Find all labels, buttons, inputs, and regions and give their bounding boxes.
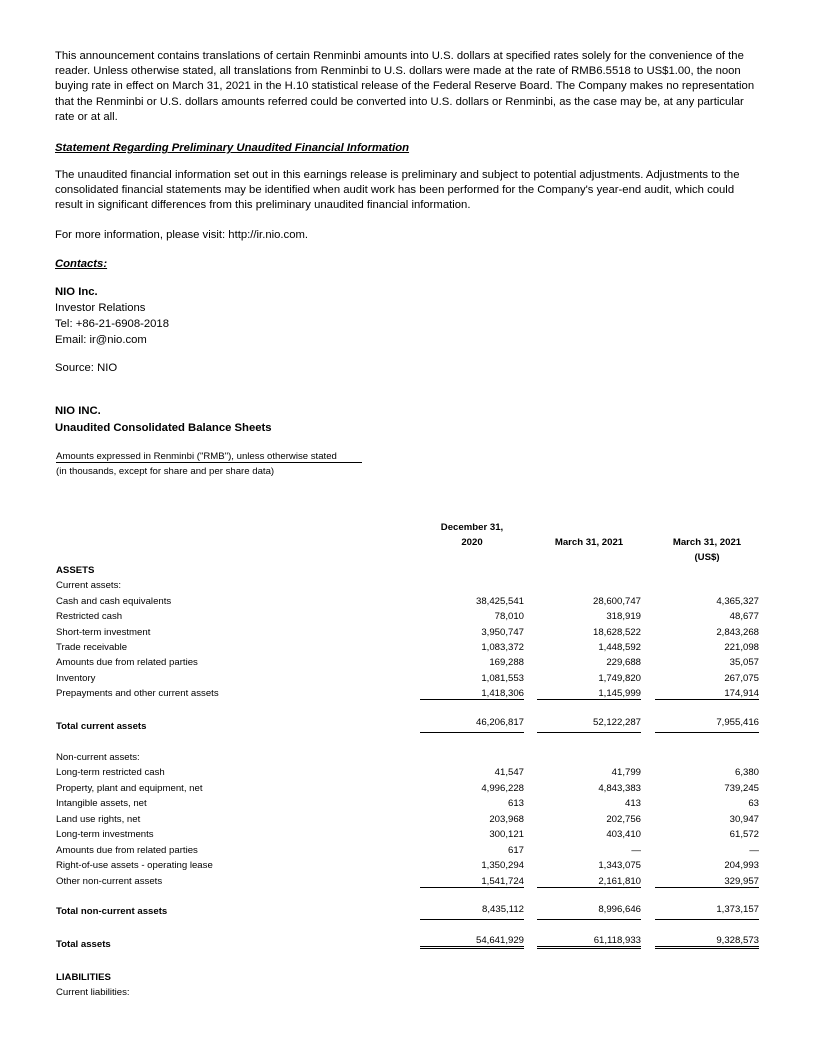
current-asset-row-dec2020: 1,083,372 [481, 641, 524, 653]
noncurrent-assets-heading: Non-current assets: [56, 752, 140, 763]
col-header-mar-2021-usd [655, 535, 759, 565]
contact-email: Email: ir@nio.com [55, 334, 147, 346]
statement-company: NIO INC. [55, 405, 101, 417]
more-info-text: For more information, please visit: http://ir.nio.com. [55, 229, 309, 241]
current-assets-heading: Current assets: [56, 580, 122, 591]
noncurrent-asset-row-mar2021: 4,843,383 [598, 782, 641, 794]
noncurrent-asset-row-label: Long-term restricted cash [56, 767, 165, 778]
total-current-assets-rule-1 [420, 732, 524, 733]
current-asset-row-usd: 2,843,268 [716, 626, 759, 638]
current-asset-row-dec2020: 1,418,306 [420, 688, 524, 700]
current-liabilities-heading: Current liabilities: [56, 987, 130, 998]
noncurrent-asset-row-label: Land use rights, net [56, 813, 141, 825]
col-header-mar-2021-usd-line1: March 31, 2021 [672, 537, 742, 548]
current-asset-row-usd: 48,677 [729, 611, 759, 623]
preliminary-heading-text: Statement Regarding Preliminary Unaudited Financial Information [55, 142, 410, 154]
contacts-heading [55, 257, 107, 272]
noncurrent-asset-row-usd: 6,380 [734, 767, 759, 778]
current-asset-row-mar2021: 1,749,820 [598, 672, 641, 684]
col-header-dec-2020-line2: 2020 [461, 537, 483, 548]
total-noncurrent-assets-rule-1 [420, 919, 524, 920]
assets-heading: ASSETS [56, 565, 95, 576]
current-asset-row-label: Amounts due from related parties [56, 657, 198, 669]
total-current-assets-mar2021: 52,122,287 [592, 717, 641, 728]
current-asset-row-mar2021: 1,448,592 [598, 641, 641, 653]
contact-company: NIO Inc. [55, 286, 98, 298]
noncurrent-asset-row-label: Right-of-use assets - operating lease [56, 860, 213, 871]
current-asset-row-usd: 221,098 [724, 641, 759, 653]
total-current-assets-rule-3 [655, 732, 759, 733]
col-header-dec-2020 [420, 520, 524, 550]
current-asset-row-usd: 4,365,327 [716, 596, 759, 607]
noncurrent-asset-row-dec2020: 41,547 [494, 767, 524, 778]
current-asset-row-label: Prepayments and other current assets [56, 687, 219, 699]
total-current-assets-label: Total current assets [56, 721, 147, 732]
current-asset-row-label: Trade receivable [56, 641, 128, 653]
noncurrent-asset-row-dec2020: 613 [507, 798, 524, 809]
noncurrent-asset-row-dec2020: 4,996,228 [481, 782, 524, 794]
noncurrent-asset-row-mar2021: 403,410 [606, 829, 641, 840]
noncurrent-asset-row-dec2020: 617 [507, 844, 524, 856]
current-asset-row-mar2021: 229,688 [606, 657, 641, 669]
current-asset-row-mar2021: 318,919 [606, 611, 641, 623]
contacts-heading-text: Contacts: [55, 258, 108, 270]
statement-note-units: (in thousands, except for share and per share data) [56, 466, 275, 477]
current-asset-row-mar2021: 28,600,747 [592, 596, 641, 607]
statement-title: Unaudited Consolidated Balance Sheets [55, 422, 272, 434]
noncurrent-asset-row-mar2021: — [631, 844, 641, 856]
total-noncurrent-assets-dec2020: 8,435,112 [482, 904, 524, 915]
total-noncurrent-assets-mar2021: 8,996,646 [598, 904, 641, 915]
total-assets-usd: 9,328,573 [655, 935, 759, 949]
total-assets-mar2021: 61,118,933 [537, 935, 641, 949]
current-asset-row-label: Restricted cash [56, 611, 123, 623]
total-current-assets-usd: 7,955,416 [716, 717, 759, 728]
total-assets-label: Total assets [56, 939, 111, 950]
noncurrent-asset-row-usd: 63 [748, 798, 759, 809]
current-asset-row-dec2020: 1,081,553 [481, 672, 524, 684]
noncurrent-asset-row-mar2021: 1,343,075 [598, 860, 641, 871]
current-asset-row-dec2020: 3,950,747 [481, 626, 524, 638]
noncurrent-asset-row-dec2020: 1,541,724 [420, 876, 524, 888]
total-noncurrent-assets-rule-3 [655, 919, 759, 920]
noncurrent-asset-row-dec2020: 300,121 [489, 829, 524, 840]
current-asset-row-mar2021: 1,145,999 [537, 688, 641, 700]
noncurrent-asset-row-label: Other non-current assets [56, 875, 163, 887]
noncurrent-asset-row-usd: 61,572 [729, 829, 759, 840]
noncurrent-asset-row-label: Long-term investments [56, 829, 154, 840]
col-header-mar-2021: March 31, 2021 [554, 537, 624, 548]
total-noncurrent-assets-rule-2 [537, 919, 641, 920]
noncurrent-asset-row-usd: — [749, 844, 759, 856]
noncurrent-asset-row-mar2021: 413 [624, 798, 641, 809]
current-asset-row-label: Inventory [56, 672, 96, 684]
noncurrent-asset-row-mar2021: 202,756 [606, 813, 641, 825]
current-asset-row-label: Cash and cash equivalents [56, 596, 172, 607]
contact-tel: Tel: +86-21-6908-2018 [55, 318, 169, 330]
current-asset-row-usd: 267,075 [724, 672, 759, 684]
total-noncurrent-assets-label: Total non-current assets [56, 906, 168, 917]
current-asset-row-mar2021: 18,628,522 [592, 626, 641, 638]
col-header-dec-2020-line1: December 31, [440, 522, 504, 533]
total-assets-dec2020: 54,641,929 [420, 935, 524, 949]
noncurrent-asset-row-label: Amounts due from related parties [56, 844, 198, 856]
noncurrent-asset-row-dec2020: 203,968 [489, 813, 524, 825]
current-asset-row-label: Short-term investment [56, 626, 151, 638]
preliminary-paragraph: The unaudited financial information set out in this earnings release is preliminary and subject to potential adjustments. Adjustments to the consolidated financial statements may be identified when audit work has been performed for the Company's year-end audit, which could result in significant differences from this preliminary unaudited financial information. [55, 169, 740, 212]
total-current-assets-dec2020: 46,206,817 [475, 717, 524, 728]
noncurrent-asset-row-usd: 739,245 [724, 782, 759, 794]
liabilities-heading: LIABILITIES [56, 972, 111, 983]
col-header-mar-2021-usd-line2: (US$) [694, 552, 720, 563]
total-current-assets-rule-2 [537, 732, 641, 733]
total-noncurrent-assets-usd: 1,373,157 [716, 904, 759, 915]
current-asset-row-dec2020: 38,425,541 [475, 596, 524, 607]
source-text: Source: NIO [55, 362, 118, 374]
current-asset-row-usd: 35,057 [729, 657, 759, 669]
noncurrent-asset-row-usd: 204,993 [724, 860, 759, 871]
current-asset-row-usd: 174,914 [655, 688, 759, 700]
noncurrent-asset-row-usd: 329,957 [655, 876, 759, 888]
noncurrent-asset-row-mar2021: 2,161,810 [537, 876, 641, 888]
noncurrent-asset-row-dec2020: 1,350,294 [481, 860, 524, 871]
translation-paragraph: This announcement contains translations of certain Renminbi amounts into U.S. dollars at specified rates solely for the convenience of the reader. Unless otherwise stated, all translations from Renminbi to U.S. dollars were made at the rate of RMB6.5518 to US$1.00, the noon buying rate in effect on March 31, 2021 in the H.10 statistical release of the Federal Reserve Board. The Company makes no representation that the Renminbi or U.S. dollars amounts referred could be converted into U.S. dollars or Renminbi, as the case may be, at any particular rate or at all. [55, 50, 755, 123]
noncurrent-asset-row-mar2021: 41,799 [611, 767, 641, 778]
statement-note-currency: Amounts expressed in Renminbi ("RMB"), unless otherwise stated [56, 451, 362, 463]
noncurrent-asset-row-label: Intangible assets, net [56, 798, 147, 809]
noncurrent-asset-row-usd: 30,947 [729, 813, 759, 825]
current-asset-row-dec2020: 78,010 [494, 611, 524, 623]
current-asset-row-dec2020: 169,288 [489, 657, 524, 669]
preliminary-heading [55, 141, 409, 156]
contact-department: Investor Relations [55, 302, 146, 314]
noncurrent-asset-row-label: Property, plant and equipment, net [56, 782, 203, 794]
